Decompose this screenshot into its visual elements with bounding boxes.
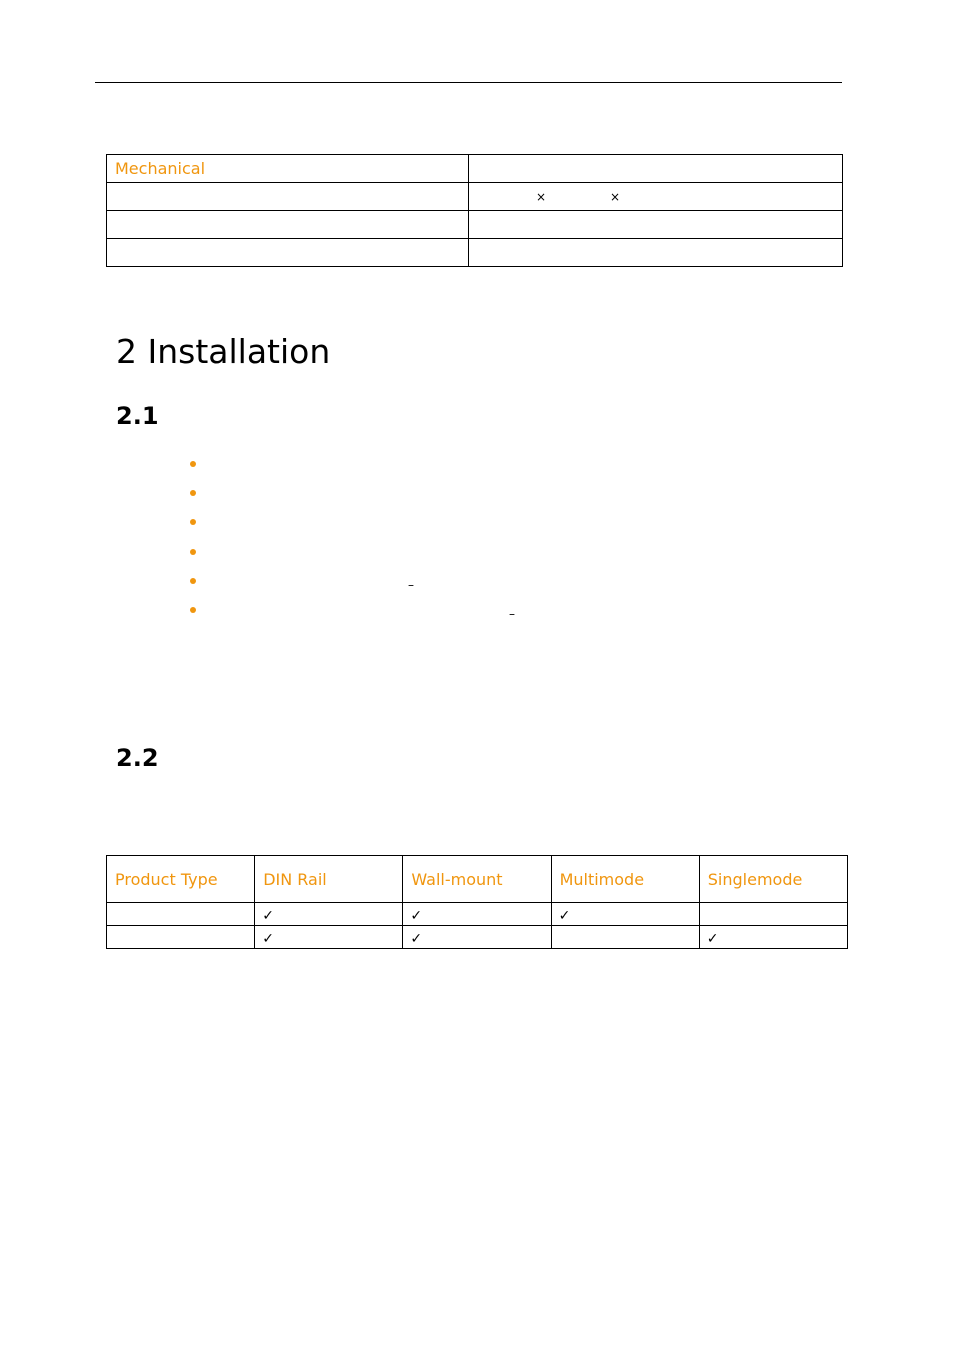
table-row: [107, 239, 843, 267]
column-header: Product Type: [107, 856, 255, 903]
table-cell: [255, 926, 403, 949]
table-cell: [551, 903, 699, 926]
table-cell: [551, 926, 699, 949]
header-rule: [95, 82, 842, 83]
check-mark-icon: ✓: [410, 930, 423, 947]
table-cell: [107, 211, 469, 239]
table-cell: [107, 239, 469, 267]
table-cell: [107, 903, 255, 926]
table-cell: [107, 926, 255, 949]
dash-mark: –: [408, 578, 414, 592]
table-cell: [255, 903, 403, 926]
column-header: Singlemode: [699, 856, 847, 903]
check-mark-icon: ✓: [262, 907, 274, 924]
table-cell: [699, 903, 847, 926]
chapter-heading: [116, 330, 330, 374]
check-mark-icon: ✓: [558, 907, 571, 924]
column-header: DIN Rail: [255, 856, 403, 903]
table-cell: [403, 926, 551, 949]
table-cell: [469, 183, 843, 211]
dash-mark: –: [509, 607, 515, 621]
bullet-icon: [190, 607, 196, 613]
check-mark-icon: ✓: [262, 930, 274, 947]
table-row: [107, 903, 848, 926]
table-row: [107, 155, 843, 183]
check-mark-icon: ✓: [706, 930, 719, 947]
chapter-number: 2: [116, 332, 137, 371]
table-cell: [403, 903, 551, 926]
mechanical-spec-table: [106, 154, 843, 267]
table-cell: [469, 239, 843, 267]
column-header: Multimode: [551, 856, 699, 903]
bullet-icon: [190, 549, 196, 555]
table-row: [107, 211, 843, 239]
section-heading: 2.1: [116, 402, 159, 430]
table-cell: [469, 211, 843, 239]
product-type-table: [106, 855, 848, 949]
section-heading: 2.2: [116, 744, 159, 772]
table-row: [107, 183, 843, 211]
times-sign: ×: [610, 190, 621, 204]
table-cell: [469, 155, 843, 183]
bullet-icon: [190, 490, 196, 496]
table-row: [107, 926, 848, 949]
check-mark-icon: ✓: [410, 907, 423, 924]
table-header-row: [107, 856, 848, 903]
table-cell: [699, 926, 847, 949]
bullet-icon: [190, 461, 196, 467]
column-header: Wall-mount: [403, 856, 551, 903]
table-cell: [107, 183, 469, 211]
section-label: Mechanical: [115, 159, 206, 178]
table-cell: [107, 155, 469, 183]
bullet-icon: [190, 519, 196, 525]
times-sign: ×: [536, 190, 547, 204]
chapter-title: Installation: [147, 332, 331, 371]
bullet-icon: [190, 578, 196, 584]
